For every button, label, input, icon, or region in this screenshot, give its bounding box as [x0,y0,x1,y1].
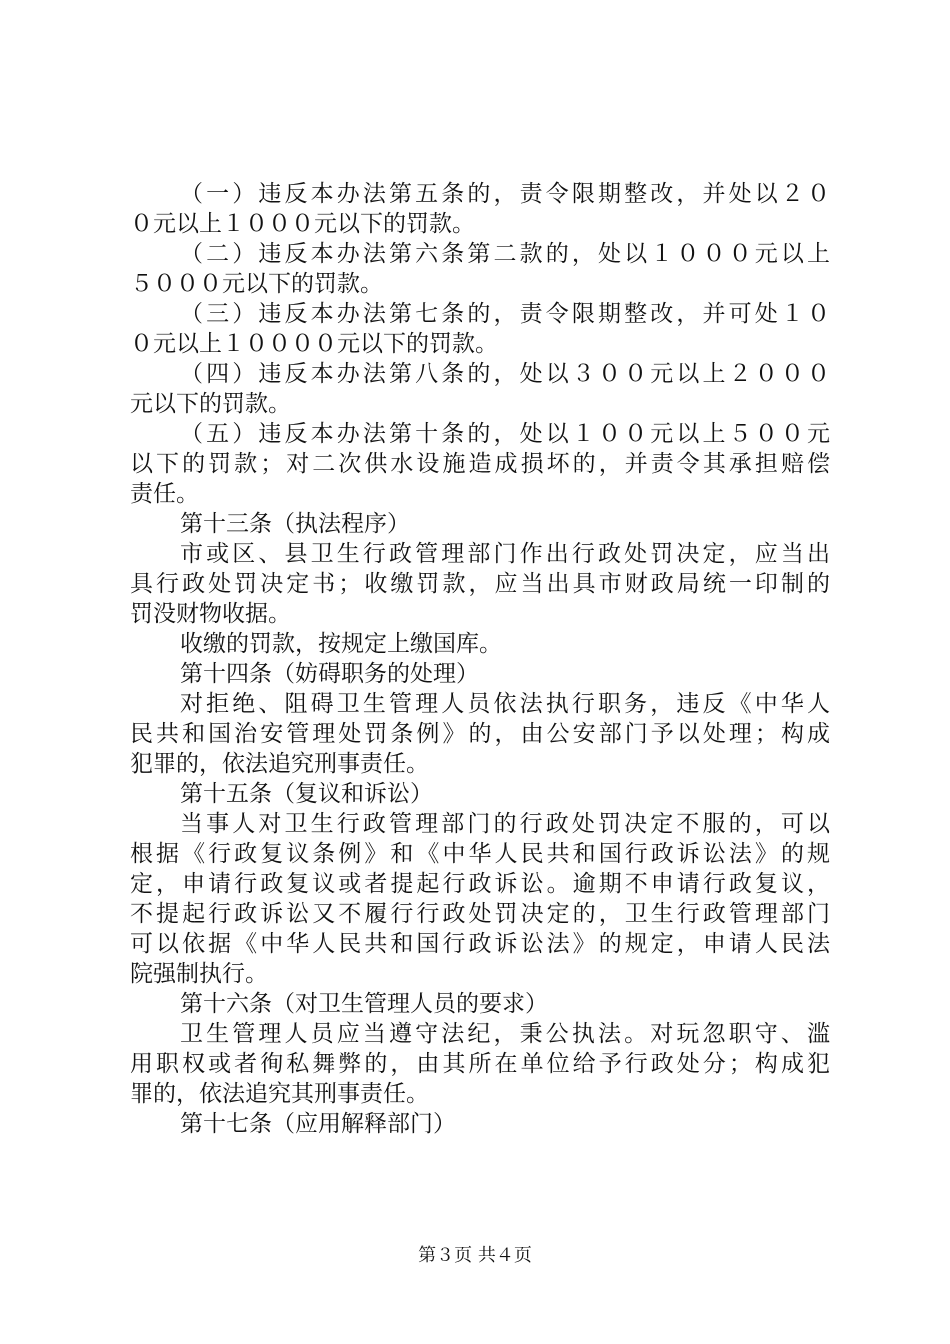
paragraph-line: 当事人对卫生行政管理部门的行政处罚决定不服的，可以 [180,811,830,837]
paragraph-line: 以下的罚款；对二次供水设施造成损坏的，并责令其承担赔偿 [130,451,830,477]
article-heading: 第十七条（应用解释部门） [180,1111,456,1137]
article-heading: 第十六条（对卫生管理人员的要求） [180,991,548,1017]
paragraph-line: ５０００元以下的罚款。 [130,271,383,297]
paragraph-line: ０元以上１０００元以下的罚款。 [130,211,475,237]
paragraph-line: （四）违反本办法第八条的，处以３００元以上２０００ [180,361,830,387]
article-heading: 第十四条（妨碍职务的处理） [180,661,479,687]
paragraph-line: 卫生管理人员应当遵守法纪，秉公执法。对玩忽职守、滥 [180,1021,830,1047]
paragraph-line: 犯罪的，依法追究刑事责任。 [130,751,429,777]
paragraph-line: 元以下的罚款。 [130,391,291,417]
paragraph-line: （二）违反本办法第六条第二款的，处以１０００元以上 [180,241,830,267]
article-heading: 第十三条（执法程序） [180,511,410,537]
paragraph-line: 不提起行政诉讼又不履行行政处罚决定的，卫生行政管理部门 [130,901,830,927]
paragraph-line: 市或区、县卫生行政管理部门作出行政处罚决定，应当出 [180,541,830,567]
paragraph-line: 民共和国治安管理处罚条例》的，由公安部门予以处理；构成 [130,721,830,747]
paragraph-line: 院强制执行。 [130,961,268,987]
paragraph-line: 罪的，依法追究其刑事责任。 [130,1081,429,1107]
paragraph-line: 用职权或者徇私舞弊的，由其所在单位给予行政处分；构成犯 [130,1051,830,1077]
paragraph-line: 对拒绝、阻碍卫生管理人员依法执行职务，违反《中华人 [180,691,830,717]
paragraph-line: （五）违反本办法第十条的，处以１００元以上５００元 [180,421,830,447]
paragraph-line: 可以依据《中华人民共和国行政诉讼法》的规定，申请人民法 [130,931,830,957]
article-heading: 第十五条（复议和诉讼） [180,781,433,807]
paragraph-line: 定，申请行政复议或者提起行政诉讼。逾期不申请行政复议， [130,871,830,897]
paragraph-line: （三）违反本办法第七条的，责令限期整改，并可处１０ [180,301,830,327]
page-number-footer: 第３页 共４页 [418,1245,532,1266]
paragraph-line: 根据《行政复议条例》和《中华人民共和国行政诉讼法》的规 [130,841,830,867]
paragraph-line: 具行政处罚决定书；收缴罚款，应当出具市财政局统一印制的 [130,571,830,597]
paragraph-line: 责任。 [130,481,199,507]
paragraph-line: 收缴的罚款，按规定上缴国库。 [180,631,502,657]
paragraph-line: 罚没财物收据。 [130,601,291,627]
paragraph-line: （一）违反本办法第五条的，责令限期整改，并处以２０ [180,181,830,207]
paragraph-line: ０元以上１００００元以下的罚款。 [130,331,498,357]
